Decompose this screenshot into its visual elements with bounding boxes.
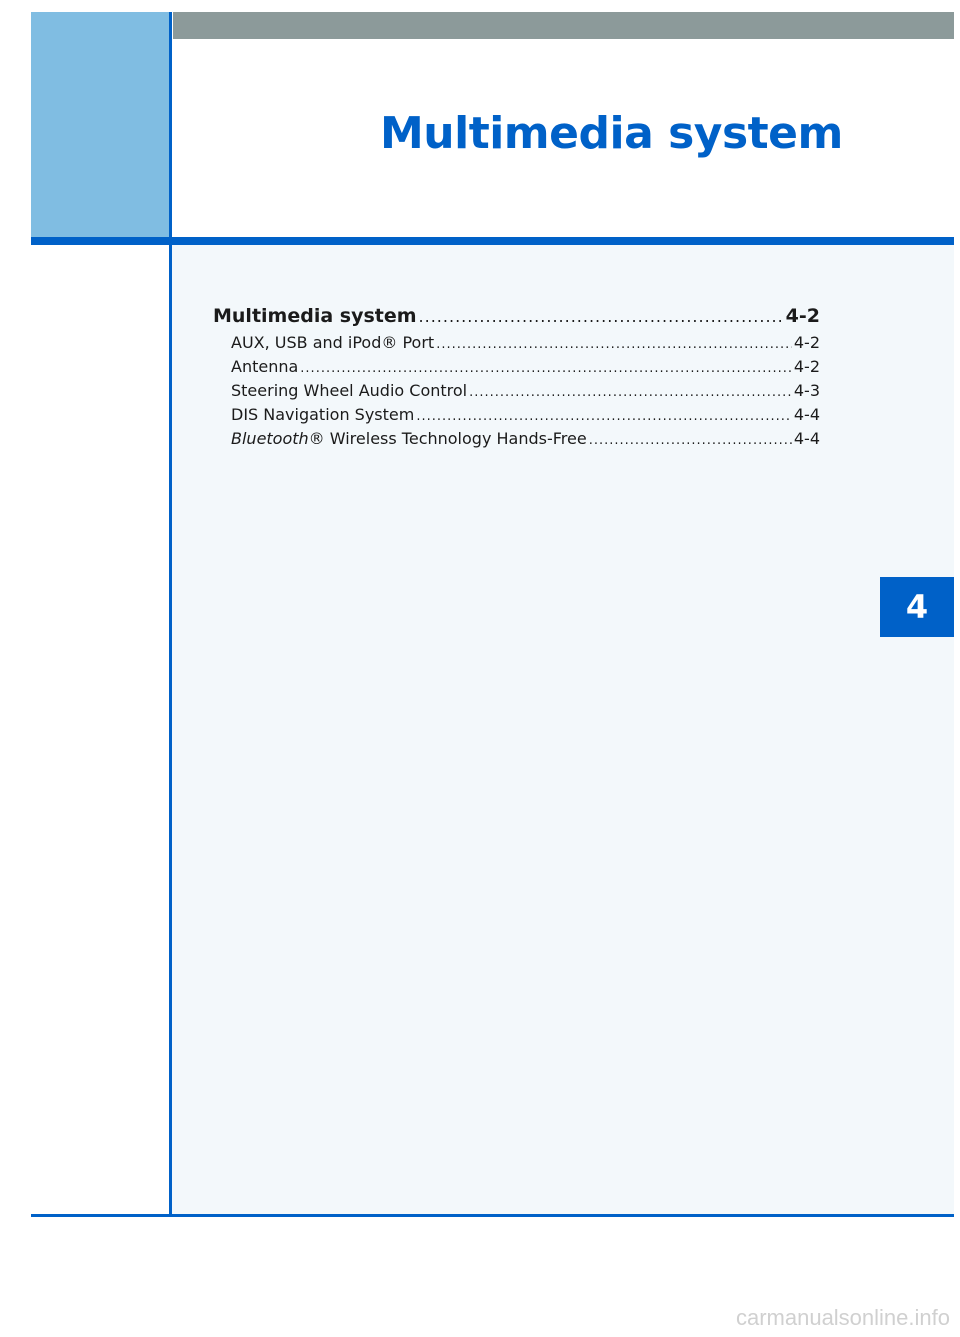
toc-leader-dots (589, 429, 792, 453)
vertical-divider (169, 12, 172, 1217)
toc-entry-page: 4-3 (793, 381, 820, 400)
watermark: carmanualsonline.info (735, 1305, 950, 1330)
header-color-block (31, 12, 169, 238)
toc-main-entry[interactable] (213, 301, 820, 331)
toc-entry-label: DIS Navigation System (231, 405, 415, 424)
toc-entry-page: 4-2 (793, 357, 820, 376)
toc-entry-antenna[interactable] (231, 355, 820, 379)
toc-entry-steering-wheel-audio[interactable] (231, 379, 820, 403)
toc-entry-label (231, 427, 587, 451)
chapter-number: 4 (905, 588, 929, 626)
footer-divider (31, 1214, 954, 1217)
toc-entry-aux-usb-ipod[interactable] (231, 331, 820, 355)
toc-entry-page: 4-4 (793, 405, 820, 424)
toc-entry-label-italic: Bluetooth (231, 429, 309, 448)
header-divider (31, 237, 954, 245)
toc-main-page: 4-2 (785, 305, 820, 327)
toc-leader-dots (419, 302, 784, 332)
toc-main-label: Multimedia system (213, 305, 417, 327)
toc-leader-dots (416, 405, 792, 429)
toc-entry-bluetooth[interactable] (231, 427, 820, 451)
toc-entry-label: Steering Wheel Audio Control (231, 381, 468, 400)
toc-entry-label: AUX, USB and iPod® Port (231, 333, 435, 352)
table-of-contents (213, 301, 820, 451)
toc-entry-label-rest: ® Wireless Technology Hands-Free (308, 429, 587, 448)
toc-leader-dots (436, 333, 792, 357)
toc-leader-dots (300, 357, 792, 381)
chapter-tab[interactable] (880, 577, 954, 637)
chapter-title: Multimedia system (380, 108, 843, 159)
header-gray-bar (173, 12, 954, 39)
toc-entry-page: 4-4 (793, 429, 820, 448)
toc-entry-page: 4-2 (793, 333, 820, 352)
toc-entry-label: Antenna (231, 357, 299, 376)
toc-entry-dis-navigation[interactable] (231, 403, 820, 427)
toc-leader-dots (469, 381, 792, 405)
